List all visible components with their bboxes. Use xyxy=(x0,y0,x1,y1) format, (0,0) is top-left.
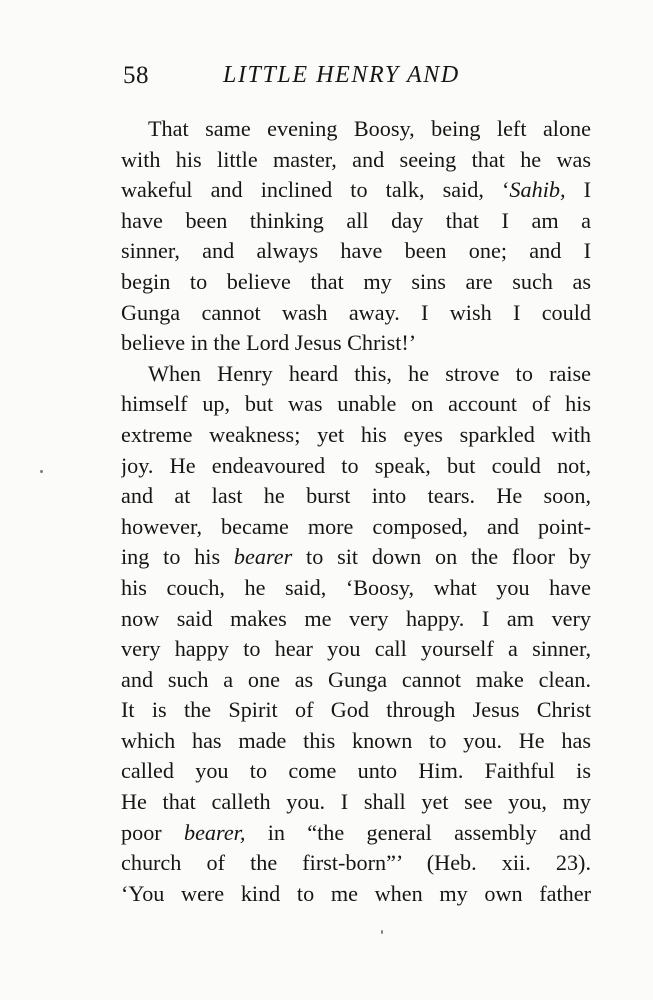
text-line xyxy=(121,512,591,543)
text-segment: He that calleth you. I shall yet see you, my xyxy=(121,789,591,815)
text-line xyxy=(121,451,591,482)
text-line xyxy=(121,879,591,910)
text-line xyxy=(121,695,591,726)
text-line xyxy=(121,542,591,573)
text-segment: and at last he burst into tears. He soon, xyxy=(121,483,591,509)
text-segment: his couch, he said, ‘Boosy, what you have xyxy=(121,574,591,600)
scan-speck xyxy=(40,470,43,473)
text-line xyxy=(121,267,591,298)
italic-text: bearer xyxy=(233,544,293,570)
running-title: LITTLE HENRY AND xyxy=(223,62,460,88)
text-line xyxy=(121,328,591,359)
text-segment: which has made this known to you. He has xyxy=(121,727,591,753)
text-line xyxy=(121,175,591,206)
text-line xyxy=(121,848,591,879)
text-line xyxy=(121,634,591,665)
text-segment: believe in the Lord Jesus Christ!’ xyxy=(121,330,417,356)
text-segment: to sit down on the floor by xyxy=(292,544,591,570)
text-segment: sinner, and always have been one; and I xyxy=(121,238,591,264)
italic-text: Sahib, xyxy=(509,177,566,203)
text-segment: begin to believe that my sins are such as xyxy=(121,268,591,294)
text-segment: When Henry heard this, he strove to raise xyxy=(148,360,591,386)
text-segment: with his little master, and seeing that he was xyxy=(121,146,591,172)
page-header xyxy=(123,62,593,96)
text-segment: ing to his xyxy=(121,544,234,570)
text-segment: I xyxy=(565,177,591,203)
text-line xyxy=(121,787,591,818)
text-segment: poor xyxy=(121,819,184,845)
text-line xyxy=(121,604,591,635)
italic-text: bearer, xyxy=(183,819,246,845)
text-line xyxy=(121,481,591,512)
text-segment: himself up, but was unable on account of his xyxy=(121,391,591,417)
text-segment: called you to come unto Him. Faithful is xyxy=(121,758,591,784)
text-segment: and such a one as Gunga cannot make clean. xyxy=(121,666,591,692)
text-segment: It is the Spirit of God through Jesus Christ xyxy=(121,697,591,723)
scan-speck xyxy=(381,930,383,934)
page-number: 58 xyxy=(123,62,149,89)
text-segment: have been thinking all day that I am a xyxy=(121,207,591,233)
text-segment: Gunga cannot wash away. I wish I could xyxy=(121,299,591,325)
text-segment: church of the first-born”’ (Heb. xii. 23). xyxy=(121,850,591,876)
text-line xyxy=(121,206,591,237)
text-segment: extreme weakness; yet his eyes sparkled with xyxy=(121,421,591,447)
text-line xyxy=(121,726,591,757)
text-line xyxy=(121,114,591,145)
text-line xyxy=(121,359,591,390)
text-line xyxy=(121,145,591,176)
text-segment: very happy to hear you call yourself a sinner, xyxy=(121,636,591,662)
text-segment: That same evening Boosy, being left alone xyxy=(148,116,591,141)
text-segment: joy. He endeavoured to speak, but could not, xyxy=(121,452,591,478)
text-line xyxy=(121,389,591,420)
text-segment: ‘You were kind to me when my own father xyxy=(121,880,591,906)
text-line xyxy=(121,756,591,787)
text-segment: now said makes me very happy. I am very xyxy=(121,605,591,631)
text-segment: however, became more composed, and point- xyxy=(121,513,591,539)
text-line xyxy=(121,298,591,329)
text-line xyxy=(121,818,591,849)
text-line xyxy=(121,573,591,604)
body-text xyxy=(121,114,591,909)
text-line xyxy=(121,665,591,696)
text-line xyxy=(121,420,591,451)
text-segment: wakeful and inclined to talk, said, ‘ xyxy=(121,177,510,203)
text-segment: in “the general assembly and xyxy=(245,819,591,845)
text-line xyxy=(121,236,591,267)
